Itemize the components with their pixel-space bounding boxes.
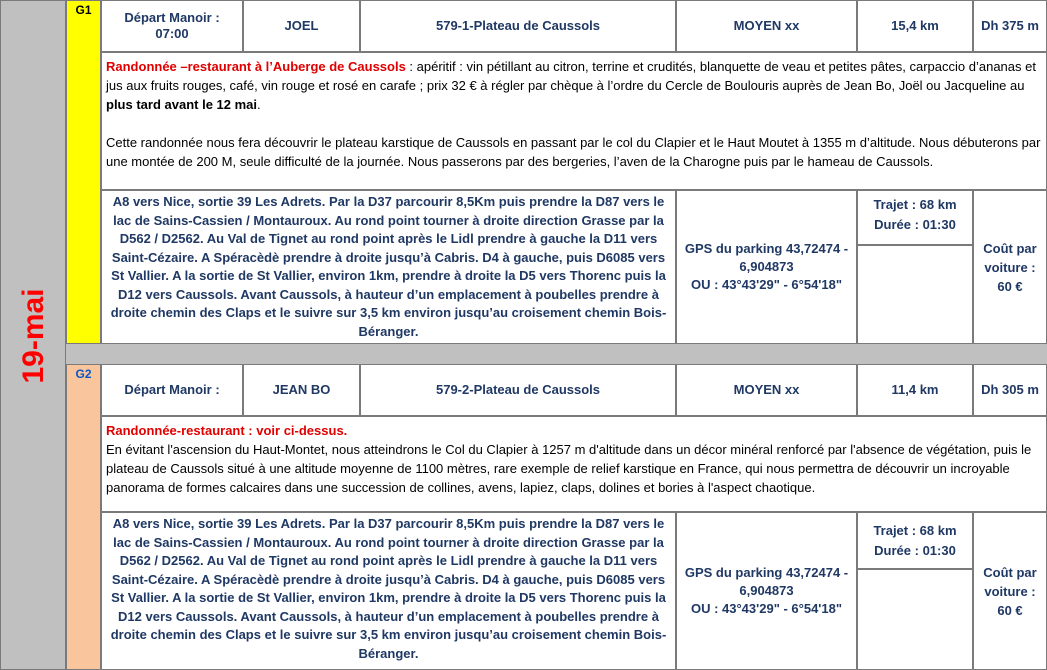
restaurant-info xyxy=(106,57,1046,114)
hike-description: Cette randonnée nous fera découvrir le plateau karstique de Caussols en passant par le col du Clapier et le Haut Moutet à 1355 m d’altitude. Nous débuterons par une montée de 200 M, seule difficulté de la journée. Nous passerons par des bergeries, l’aven de la Charogne puis par le hameau de Caussols. xyxy=(106,135,1041,169)
duree-text: Durée : 01:30 xyxy=(874,217,956,232)
elevation-cell: Dh 305 m xyxy=(973,364,1047,416)
group-label-g2: G2 xyxy=(66,364,101,670)
cout-cell xyxy=(973,512,1047,670)
hike-description: En évitant l'ascension du Haut-Montet, nous atteindrons le Col du Clapier à 1257 m d'altitude dans un décor minéral renforcé par l'absence de végétation, puis le plateau de Caussols situé à une altitude moyenne de 1100 mètres, rare exemple de relief karstique en France, qui nous permettra de découvrir un incroyable panorama de formes calcaires dans une succession de collines, avens, lapiez, claps, dolines et bories à l'aspect chaotique. xyxy=(106,442,1032,495)
cout-cell xyxy=(973,190,1047,344)
trajet-cell xyxy=(857,190,973,245)
gps-line1: GPS du parking 43,72474 - xyxy=(684,241,849,256)
trajet-text: Trajet : 68 km xyxy=(873,197,957,212)
trajet-cell xyxy=(857,512,973,569)
cout-line2: voiture : xyxy=(984,259,1036,275)
leader-cell: JOEL xyxy=(243,0,360,52)
depart-cell xyxy=(101,0,243,52)
group-separator xyxy=(66,344,1047,364)
description-block xyxy=(101,416,1047,512)
gps-line3: OU : 43°43'29" - 6°54'18" xyxy=(690,277,843,292)
cout-line1: Coût par xyxy=(983,564,1037,580)
description-block xyxy=(101,52,1047,190)
level-cell: MOYEN xx xyxy=(676,364,857,416)
gps-line2: 6,904873 xyxy=(739,259,794,274)
restaurant-title: Randonnée-restaurant : voir ci-dessus. xyxy=(106,423,348,438)
distance-cell: 11,4 km xyxy=(857,364,973,416)
directions-cell: A8 vers Nice, sortie 39 Les Adrets. Par la D37 parcourir 8,5Km puis prendre la D87 vers le lac de Sains-Cassien / Montauroux. Au rond point tourner à droite direction Grasse par la D562 / D2562. Au Val de Tignet au rond point après le Lidl prendre à gauche la D11 vers Saint-Cézaire. A Spéracèdè prendre à droite jusqu’à Cabris. D4 à gauche, puis D6085 vers St Vallier. A la sortie de St Vallier, environ 1km, prendre à droite la D5 vers Thorenc puis la D12 vers Caussols. Avant Caussols, à hauteur d’un emplacement à poubelles prendre à droite chemin des Claps et le suivre sur 3,5 km environ jusqu’au croisement chemin Bois-Béranger. xyxy=(101,512,676,670)
date-column xyxy=(0,0,66,670)
restaurant-deadline: plus tard avant le 12 mai xyxy=(106,97,258,112)
gps-cell xyxy=(676,190,857,344)
group-label-g1: G1 xyxy=(66,0,101,344)
elevation-cell: Dh 375 m xyxy=(973,0,1047,52)
leader-cell: JEAN BO xyxy=(243,364,360,416)
depart-cell: Départ Manoir : xyxy=(101,364,243,416)
cout-line3: 60 € xyxy=(997,602,1023,618)
distance-cell: 15,4 km xyxy=(857,0,973,52)
empty-cell xyxy=(857,569,973,670)
trajet-text: Trajet : 68 km xyxy=(873,523,957,538)
cout-line1: Coût par xyxy=(983,240,1037,256)
restaurant-end: . xyxy=(257,97,261,112)
date-label: 19-mai xyxy=(17,288,50,384)
cout-line3: 60 € xyxy=(997,278,1023,294)
gps-cell xyxy=(676,512,857,670)
route-cell: 579-2-Plateau de Caussols xyxy=(360,364,676,416)
gps-line2: 6,904873 xyxy=(739,583,794,598)
cout-line2: voiture : xyxy=(984,583,1036,599)
restaurant-text: : apéritif : vin pétillant au citron, terrine et crudités, blanquette de veau et petites pâtes, carpaccio d’ananas et jus aux fruits rouges, café, vin rouge et rosé en carafe ; prix 32 € à régler par chèque à l’ordre du Cercle de Boulouris auprès de Jean Bo, Joël ou Jacqueline au xyxy=(106,59,1036,93)
duree-text: Durée : 01:30 xyxy=(874,543,956,558)
route-cell: 579-1-Plateau de Caussols xyxy=(360,0,676,52)
empty-cell xyxy=(857,245,973,344)
level-cell: MOYEN xx xyxy=(676,0,857,52)
directions-cell: A8 vers Nice, sortie 39 Les Adrets. Par la D37 parcourir 8,5Km puis prendre la D87 vers le lac de Sains-Cassien / Montauroux. Au rond point tourner à droite direction Grasse par la D562 / D2562. Au Val de Tignet au rond point après le Lidl prendre à gauche la D11 vers Saint-Cézaire. A Spéracèdè prendre à droite jusqu’à Cabris. D4 à gauche, puis D6085 vers St Vallier. A la sortie de St Vallier, environ 1km, prendre à droite la D5 vers Thorenc puis la D12 vers Caussols. Avant Caussols, à hauteur d’un emplacement à poubelles prendre à droite chemin des Claps et le suivre sur 3,5 km environ jusqu’au croisement chemin Bois-Béranger. xyxy=(101,190,676,344)
gps-line3: OU : 43°43'29" - 6°54'18" xyxy=(690,601,843,616)
gps-line1: GPS du parking 43,72474 - xyxy=(684,565,849,580)
restaurant-title: Randonnée –restaurant à l’Auberge de Caussols xyxy=(106,59,406,74)
depart-text: Départ Manoir : 07:00 xyxy=(124,10,220,41)
